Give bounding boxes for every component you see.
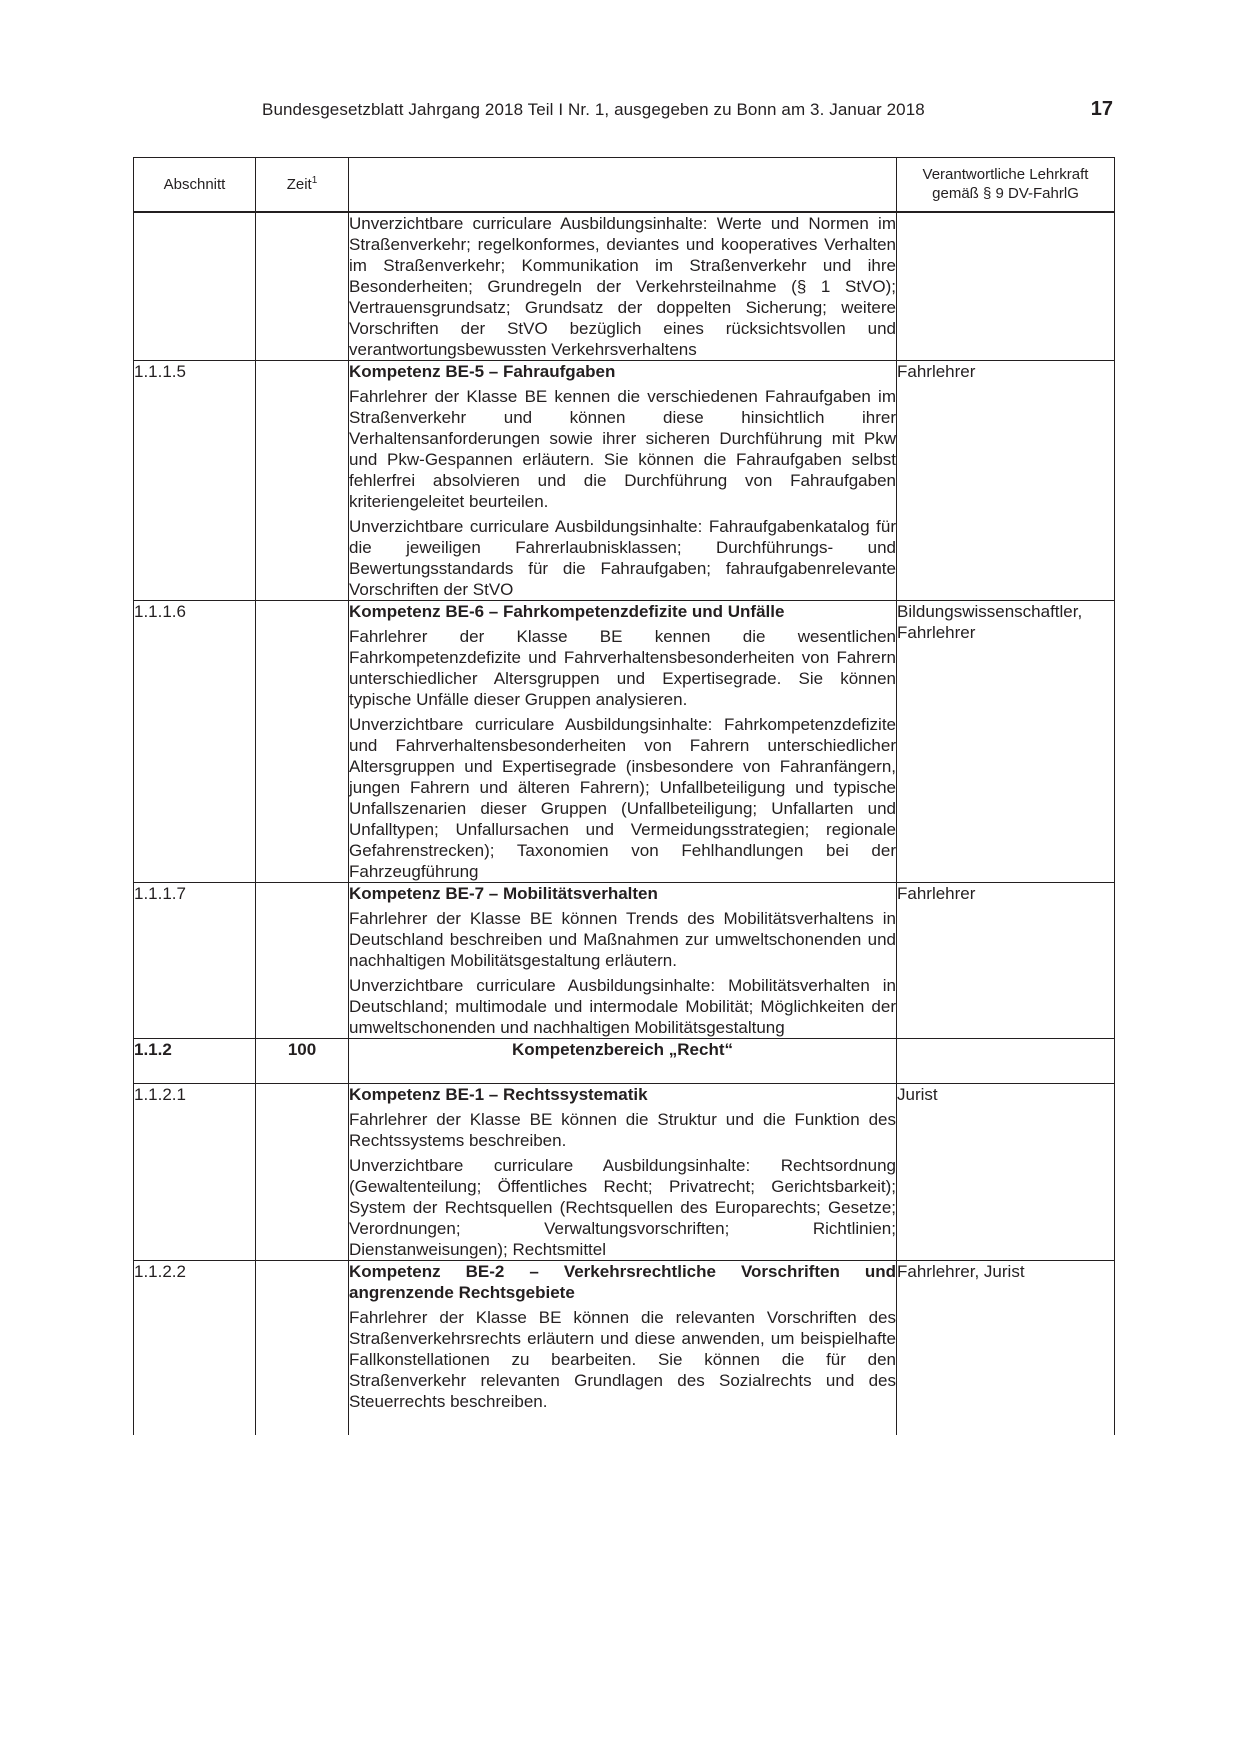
row-time (256, 882, 349, 1038)
row-time (256, 212, 349, 361)
row-content (349, 600, 897, 882)
row-responsible: Bildungswissenschaftler, Fahrlehrer (897, 600, 1115, 882)
header-abschnitt: Abschnitt (134, 158, 256, 212)
page-number: 17 (1090, 98, 1113, 120)
row-content (349, 882, 897, 1038)
table-row (134, 1260, 1115, 1435)
row-paragraph: Unverzichtbare curriculare Ausbildungsinhalte: Werte und Normen im Straßenverkehr; regelkonformes, deviantes und kooperatives Verhalten im Straßenverkehr; Kommunikation im Straßenverkehr und ihre Besonderheiten; Grundregeln der Verkehrsteilnahme (§ 1 StVO); Vertrauensgrundsatz; Grundsatz der doppelten Sicherung; weitere Vorschriften der StVO bezüglich eines rücksichtsvollen und verantwortungsbewussten Verkehrsverhaltens (349, 213, 896, 359)
row-paragraph: Fahrlehrer der Klasse BE kennen die wesentlichen Fahrkompetenzdefizite und Fahrverhaltensbesonderheiten von Fahrern unterschiedlicher Altersgruppen und Expertisegrade. Sie können typische Unfälle dieser Gruppen analysieren. (349, 626, 896, 709)
kompetenz-title: Kompetenz BE-7 – Mobilitätsverhalten (349, 883, 658, 903)
area-time: 100 (256, 1038, 349, 1083)
running-head: Bundesgesetzblatt Jahrgang 2018 Teil I Nr. 1, ausgegeben zu Bonn am 3. Januar 2018 (262, 100, 925, 119)
header-zeit-label: Zeit (286, 175, 312, 193)
row-time (256, 360, 349, 600)
row-number: 1.1.2.1 (134, 1083, 256, 1260)
kompetenzbereich-row (134, 1038, 1115, 1083)
row-time (256, 1083, 349, 1260)
table-row (134, 1083, 1115, 1260)
row-responsible: Fahrlehrer (897, 360, 1115, 600)
header-zeit-footnote: 1 (311, 174, 318, 186)
row-paragraph: Unverzichtbare curriculare Ausbildungsinhalte: Fahraufgabenkatalog für die jeweiligen Fahrerlaubnisklassen; Durchführungs- und Bewertungsstandards für die Fahraufgaben; fahraufgabenrelevante Vorschriften der StVO (349, 516, 896, 599)
area-title: Kompetenzbereich „Recht“ (349, 1038, 897, 1083)
curriculum-table (133, 157, 1115, 1435)
table-row (134, 212, 1115, 361)
row-content (349, 360, 897, 600)
row-paragraph: Unverzichtbare curriculare Ausbildungsinhalte: Fahrkompetenzdefizite und Fahrverhaltensbesonderheiten von Fahrern unterschiedlicher Altersgruppen und Expertisegrade (insbesondere von Fahranfängern, jungen Fahrern und älteren Fahrern); Unfallbeteiligung und typische Unfallszenarien dieser Gruppen (Unfallbeteiligung; Unfallarten und Unfalltypen; Unfallursachen und Vermeidungsstrategien; regionale Gefahrenstrecken); Taxonomien von Fehlhandlungen bei der Fahrzeugführung (349, 714, 896, 881)
row-number: 1.1.1.6 (134, 600, 256, 882)
row-content (349, 1083, 897, 1260)
header-content (349, 158, 897, 212)
row-time (256, 1260, 349, 1435)
row-number: 1.1.1.5 (134, 360, 256, 600)
row-content (349, 212, 897, 361)
row-responsible (897, 212, 1115, 361)
row-paragraph: Unverzichtbare curriculare Ausbildungsinhalte: Rechtsordnung (Gewaltenteilung; Öffentliches Recht; Privatrecht; Gerichtsbarkeit); System der Rechtsquellen (Rechtsquellen des Europarechts; Gesetze; Verordnungen; Verwaltungsvorschriften; Richtlinien; Dienstanweisungen); Rechtsmittel (349, 1155, 896, 1259)
kompetenz-title: Kompetenz BE-6 – Fahrkompetenzdefizite und Unfälle (349, 601, 785, 621)
table-row (134, 600, 1115, 882)
table-header-row (134, 158, 1115, 212)
row-content (349, 1260, 897, 1435)
row-paragraph: Fahrlehrer der Klasse BE können Trends des Mobilitätsverhaltens in Deutschland beschreiben und Maßnahmen zur umweltschonenden und nachhaltigen Mobilitätsgestaltung erläutern. (349, 908, 896, 970)
area-number: 1.1.2 (134, 1038, 256, 1083)
row-number (134, 212, 256, 361)
row-responsible: Fahrlehrer, Jurist (897, 1260, 1115, 1435)
row-responsible: Jurist (897, 1083, 1115, 1260)
row-paragraph: Unverzichtbare curriculare Ausbildungsinhalte: Mobilitätsverhalten in Deutschland; multimodale und intermodale Mobilität; Möglichkeiten der umweltschonenden und nachhaltigen Mobilitätsgestaltung (349, 975, 896, 1037)
area-responsible (897, 1038, 1115, 1083)
row-paragraph: Fahrlehrer der Klasse BE können die relevanten Vorschriften des Straßenverkehrsrechts erläutern und diese anwenden, um beispielhafte Fallkonstellationen zu bearbeiten. Sie können die für den Straßenverkehr relevanten Grundlagen des Sozialrechts und des Steuerrechts beschreiben. (349, 1307, 896, 1411)
row-number: 1.1.1.7 (134, 882, 256, 1038)
row-responsible: Fahrlehrer (897, 882, 1115, 1038)
kompetenz-title: Kompetenz BE-5 – Fahraufgaben (349, 361, 616, 381)
row-paragraph: Fahrlehrer der Klasse BE können die Struktur und die Funktion des Rechtssystems beschreiben. (349, 1109, 896, 1150)
kompetenz-title: Kompetenz BE-2 – Verkehrsrechtliche Vorschriften und angrenzende Rechtsgebiete (349, 1261, 896, 1302)
row-paragraph: Fahrlehrer der Klasse BE kennen die verschiedenen Fahraufgaben im Straßenverkehr und können diese hinsichtlich ihrer Verhaltensanforderungen sowie ihrer sicheren Durchführung mit Pkw und Pkw-Gespannen erläutern. Sie können die Fahraufgaben selbst fehlerfrei absolvieren und die Durchführung von Fahraufgaben kriteriengeleitet beurteilen. (349, 386, 896, 511)
header-zeit (256, 158, 349, 212)
row-time (256, 600, 349, 882)
table-row (134, 882, 1115, 1038)
row-number: 1.1.2.2 (134, 1260, 256, 1435)
table-row (134, 360, 1115, 600)
kompetenz-title: Kompetenz BE-1 – Rechtssystematik (349, 1084, 648, 1104)
header-lehrkraft: Verantwortliche Lehrkraft gemäß § 9 DV-FahrlG (897, 158, 1115, 212)
